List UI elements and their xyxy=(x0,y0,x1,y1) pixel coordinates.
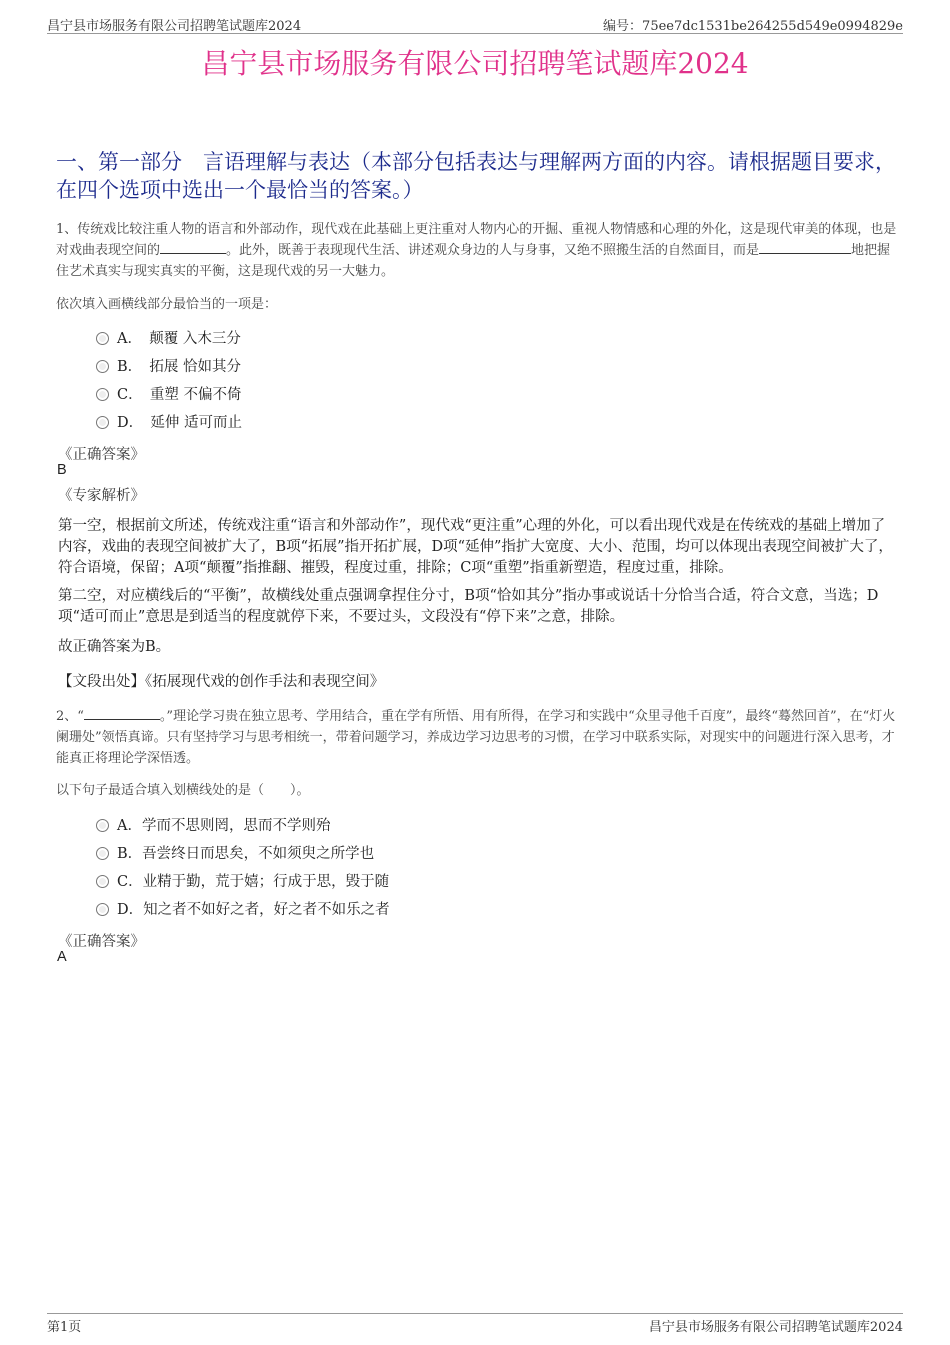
header-doc-title: 昌宁县市场服务有限公司招聘笔试题库2024 xyxy=(47,19,302,34)
section-heading: 一、第一部分 言语理解与表达（本部分包括表达与理解两方面的内容。请根据题目要求，在四个选项中选出一个最恰当的答案。） xyxy=(56,150,896,202)
q2-option-d[interactable]: D．知之者不如好之者，好之者不如乐之者 xyxy=(96,899,390,921)
q1-option-d[interactable]: D． 延伸 适可而止 xyxy=(96,412,242,434)
radio-icon[interactable] xyxy=(96,875,109,888)
page-title: 昌宁县市场服务有限公司招聘笔试题库2024 xyxy=(201,47,749,80)
q1-option-c[interactable]: C． 重塑 不偏不倚 xyxy=(96,384,241,406)
footer-doc-title: 昌宁县市场服务有限公司招聘笔试题库2024 xyxy=(648,1320,903,1335)
question-2-text: 2、“ 。”理论学习贵在独立思考、学用结合，重在学有所悟、用有所得，在学习和实践中“众里寻他千百度”，最终“蓦然回首”，在“灯火阑珊处”领悟真谛。只有坚持学习与思考相统一，带着问题学习，养成边学习边思考的习惯，在学习中联系实际，对现实中的问题进行深入思考，才能真正将理论学深悟透。 xyxy=(56,709,896,766)
radio-icon[interactable] xyxy=(96,360,109,373)
q2-option-b[interactable]: B．吾尝终日而思矣，不如须臾之所学也 xyxy=(96,843,374,865)
q1-source: 【文段出处】《拓展现代戏的创作手法和表现空间》 xyxy=(58,674,385,690)
page-footer xyxy=(47,1313,903,1334)
fill-blank xyxy=(160,241,226,254)
question-1-prompt: 依次填入画横线部分最恰当的一项是： xyxy=(56,297,278,312)
question-1-text: 1、传统戏比较注重人物的语言和外部动作，现代戏在此基础上更注重对人物内心的开掘、重视人物情感和心理的外化，这是现代审美的体现，也是对戏曲表现空间的 。此外，既善于表现现代生活、讲述观众身边的人与身事，又绝不照搬生活的自然面目，而是 地把握住艺术真实与现实真实的平衡，这是现代戏的另一大魅力。 xyxy=(56,222,897,279)
q1-answer-label: 《正确答案》 xyxy=(58,447,145,463)
header-doc-id: 编号：75ee7dc1531be264255d549e0994829e xyxy=(603,19,903,34)
q2-answer-label: 《正确答案》 xyxy=(58,934,145,950)
q1-analysis-1: 第一空，根据前文所述，传统戏注重“语言和外部动作”，现代戏“更注重”心理的外化，可以看出现代戏是在传统戏的基础上增加了内容，戏曲的表现空间被扩大了，B项“拓展”指开拓扩展，D项“延伸”指扩大宽度、大小、范围，均可以体现出表现空间被扩大了，符合语境，保留；A项“颠覆”指推翻、摧毁，程度过重，排除；C项“重塑”指重新塑造，程度过重，排除。 xyxy=(58,518,893,576)
q1-analysis-2: 第二空，对应横线后的“平衡”，故横线处重点强调拿捏住分寸，B项“恰如其分”指办事或说话十分恰当合适，符合文意，当选；D项“适可而止”意思是到适当的程度就停下来，不要过头，文段没有“停下来”之意，排除。 xyxy=(58,588,879,625)
q1-answer: B xyxy=(57,462,67,478)
fill-blank xyxy=(759,241,851,254)
q2-option-a[interactable]: A．学而不思则罔，思而不学则殆 xyxy=(96,815,330,837)
radio-icon[interactable] xyxy=(96,416,109,429)
radio-icon[interactable] xyxy=(96,332,109,345)
question-2-prompt: 以下句子最适合填入划横线处的是（ ）。 xyxy=(56,783,310,798)
q2-option-c[interactable]: C．业精于勤，荒于嬉；行成于思，毁于随 xyxy=(96,871,389,893)
q1-option-b[interactable]: B． 拓展 恰如其分 xyxy=(96,356,241,378)
radio-icon[interactable] xyxy=(96,819,109,832)
page-header xyxy=(47,13,903,34)
radio-icon[interactable] xyxy=(96,903,109,916)
q1-conclusion: 故正确答案为B。 xyxy=(58,639,171,655)
radio-icon[interactable] xyxy=(96,388,109,401)
q1-analysis-label: 《专家解析》 xyxy=(58,488,145,504)
q2-answer: A xyxy=(57,949,67,965)
q1-option-a[interactable]: A． 颠覆 入木三分 xyxy=(96,328,241,350)
page-number: 第1页 xyxy=(47,1320,82,1335)
fill-blank xyxy=(84,707,160,720)
radio-icon[interactable] xyxy=(96,847,109,860)
